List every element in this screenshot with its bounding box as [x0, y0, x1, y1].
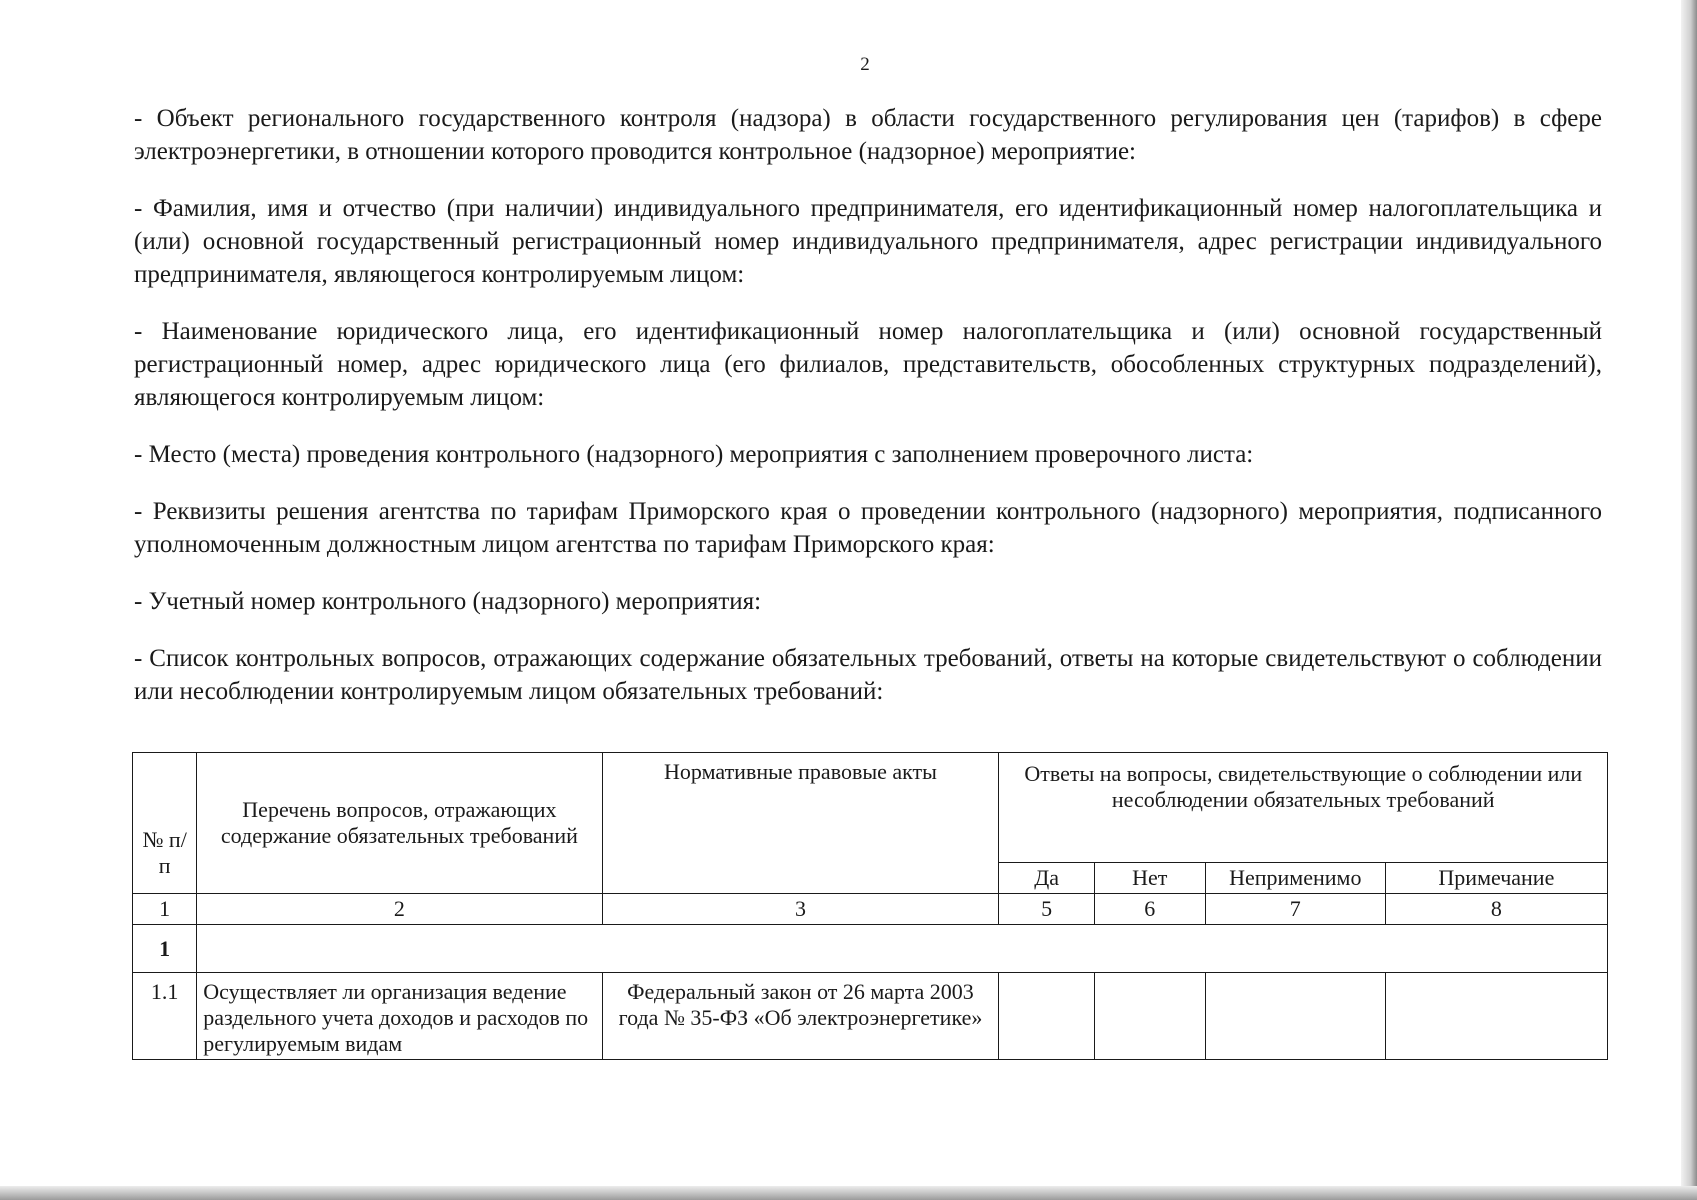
paragraph-question-list: - Список контрольных вопросов, отражающих содержание обязательных требований, ответы на которые свидетельствуют о соблюдении или несоблюдении контролируемым лицом обязательных требований:	[134, 645, 1602, 705]
table-header-row	[133, 753, 1608, 863]
paragraph-entrepreneur: - Фамилия, имя и отчество (при наличии) индивидуального предпринимателя, его идентификационный номер налогоплательщика и (или) основной государственный регистрационный номер индивидуального предпринимателя, адрес регистрации индивидуального предпринимателя, являющегося контролируемым лицом:	[134, 195, 1602, 288]
column-number: 1	[133, 894, 197, 925]
document-body	[134, 102, 1602, 732]
header-answers: Ответы на вопросы, свидетельствующие о соблюдении или несоблюдении обязательных требований	[999, 753, 1608, 863]
paragraph-legal-entity: - Наименование юридического лица, его идентификационный номер налогоплательщика и (или) основной государственный регистрационный номер, адрес юридического лица (его филиалов, представительств, обособленных структурных подразделений), являющегося контролируемым лицом:	[134, 318, 1602, 411]
scan-edge-shadow-right	[1681, 0, 1697, 1200]
column-number: 8	[1385, 894, 1607, 925]
column-number: 5	[999, 894, 1094, 925]
checklist-table	[132, 752, 1608, 1060]
column-number: 7	[1205, 894, 1385, 925]
answer-note-cell[interactable]	[1385, 973, 1607, 1060]
header-questions: Перечень вопросов, отражающих содержание обязательных требований	[197, 753, 602, 894]
section-title	[197, 925, 1608, 973]
page-number: 2	[860, 54, 870, 75]
header-yes: Да	[999, 863, 1094, 894]
section-row	[133, 925, 1608, 973]
column-number: 3	[602, 894, 999, 925]
table-row	[133, 973, 1608, 1060]
header-number: № п/п	[133, 753, 197, 894]
header-no: Нет	[1094, 863, 1205, 894]
row-question: Осуществляет ли организация ведение раздельного учета доходов и расходов по регулируемым видам	[197, 973, 602, 1060]
header-note: Примечание	[1385, 863, 1607, 894]
answer-yes-cell[interactable]	[999, 973, 1094, 1060]
scan-edge-shadow-bottom	[0, 1186, 1697, 1200]
answer-no-cell[interactable]	[1094, 973, 1205, 1060]
row-legal-act: Федеральный закон от 26 марта 2003 года № 35-ФЗ «Об электроэнергетике»	[602, 973, 999, 1060]
column-number: 2	[197, 894, 602, 925]
column-number-row	[133, 894, 1608, 925]
header-not-applicable: Неприменимо	[1205, 863, 1385, 894]
header-legal-acts: Нормативные правовые акты	[602, 753, 999, 894]
row-number: 1.1	[133, 973, 197, 1060]
column-number: 6	[1094, 894, 1205, 925]
paragraph-registration-number: - Учетный номер контрольного (надзорного) мероприятия:	[134, 588, 762, 615]
section-number: 1	[133, 925, 197, 973]
paragraph-place: - Место (места) проведения контрольного (надзорного) мероприятия с заполнением проверочного листа:	[134, 441, 1254, 468]
paragraph-decision-details: - Реквизиты решения агентства по тарифам Приморского края о проведении контрольного (надзорного) мероприятия, подписанного уполномоченным должностным лицом агентства по тарифам Приморского края:	[134, 498, 1602, 558]
answer-not-applicable-cell[interactable]	[1205, 973, 1385, 1060]
paragraph-control-object: - Объект регионального государственного контроля (надзора) в области государственного регулирования цен (тарифов) в сфере электроэнергетики, в отношении которого проводится контрольное (надзорное) мероприятие:	[134, 105, 1602, 165]
